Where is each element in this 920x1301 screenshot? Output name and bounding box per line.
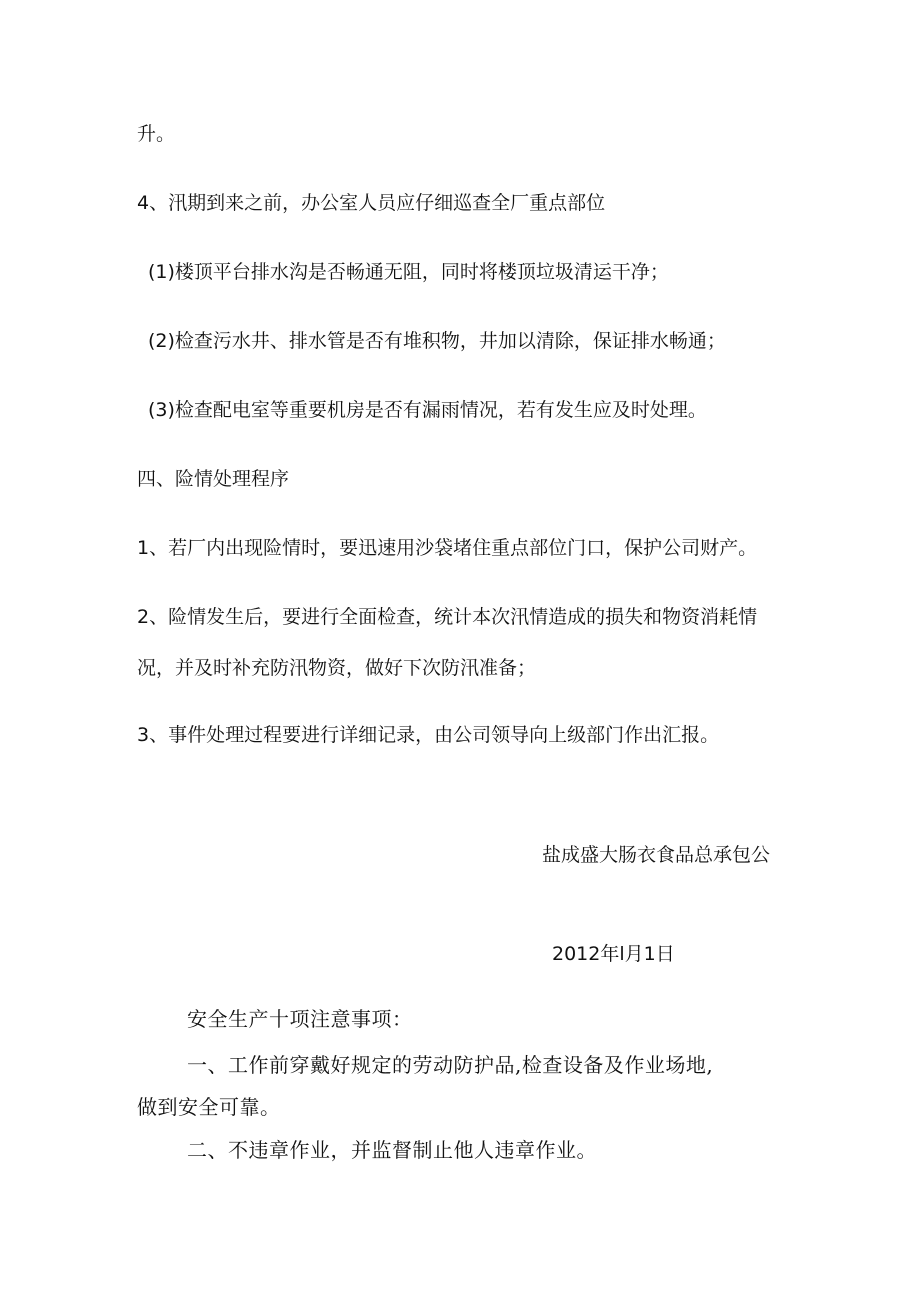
- procedure-item-3: 3、事件处理过程要进行详细记录，由公司领导向上级部门作出汇报。: [137, 724, 720, 746]
- safety-title: 安全生产十项注意事项：: [187, 1007, 413, 1031]
- continuation-text: 升。: [137, 123, 176, 145]
- subitem-1: (1)楼顶平台排水沟是否畅通无阻，同时将楼顶垃圾清运干净；: [148, 261, 669, 283]
- subitem-2: (2)检查污水井、排水管是否有堆积物，井加以清除，保证排水畅通；: [148, 330, 726, 352]
- procedure-item-1: 1、若厂内出现险情时，要迅速用沙袋堵住重点部位门口，保护公司财产。: [137, 537, 758, 559]
- safety-item-2: 二、不违章作业，并监督制止他人违章作业。: [187, 1138, 597, 1162]
- subitem-3: (3)检查配电室等重要机房是否有漏雨情况，若有发生应及时处理。: [148, 399, 707, 421]
- signature-date: 2012年l月1日: [552, 943, 675, 965]
- safety-item-1-line-2: 做到安全可靠。: [137, 1095, 281, 1119]
- signature-organization: 盐成盛大肠衣食品总承包公: [542, 844, 771, 866]
- item-4-heading: 4、汛期到来之前，办公室人员应仔细巡查全厂重点部位: [137, 192, 606, 214]
- section-heading-four: 四、险情处理程序: [137, 468, 290, 490]
- safety-item-1-line-1: 一、工作前穿戴好规定的劳动防护品,检查设备及作业场地,: [187, 1053, 714, 1077]
- procedure-item-2-line-2: 况，并及时补充防汛物资，做好下次防汛准备；: [137, 657, 537, 679]
- procedure-item-2-line-1: 2、险情发生后，要进行全面检查，统计本次汛情造成的损失和物资消耗情: [137, 606, 758, 628]
